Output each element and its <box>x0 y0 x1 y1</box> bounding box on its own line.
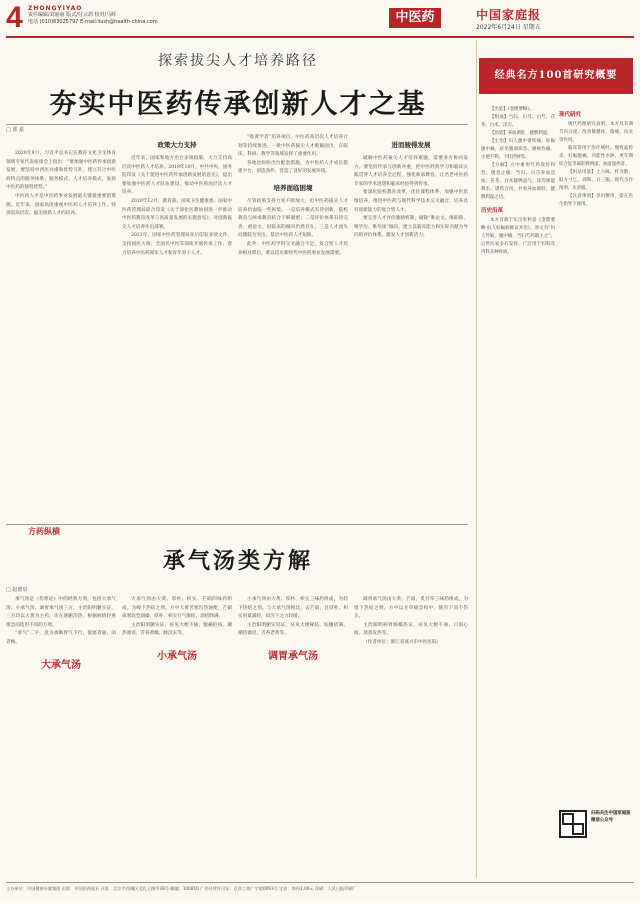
paragraph: 【主治】妇人腹中诸疾痛，妊娠腹中痛，症见腹部拘急、绵绵作痛、小便不利、下肢浮肿等。 <box>481 139 555 160</box>
footer-imprint: 主办单位：中国健康传媒集团 出版：中国医药报社 社址：北京市西城区北礼士路甲38号 邮编：100810 广告经营许可证：京西工商广字第0093号 定价：每份1.00元 印刷：人民日报印刷厂 <box>6 886 357 891</box>
paragraph: 【功效】养血调肝，健脾利湿。 <box>490 131 552 136</box>
article-column-2 <box>122 134 232 520</box>
article-headline: 夯实中医药传承创新人才之基 <box>49 89 427 120</box>
sidebar-column-1 <box>481 106 555 806</box>
recipe-heading: 调胃承气汤 <box>268 650 318 662</box>
paragraph: 【注意事项】孕妇慎用，需在医生指导下使用。 <box>559 194 633 207</box>
article-subtitle: 探索拔尖人才培养路径 <box>158 53 318 69</box>
paragraph: 尽管政策支持力度不断加大，但中医药拔尖人才培养仍面临一些困境。一是培养模式有待创新，院校教育与师承教育结合不够紧密；二是评价体系有待完善，重论文、轻临床的倾向仍然存在；三是人才流失问题较为突出，基层中医药人才短缺。 <box>238 198 348 239</box>
paragraph: 小承气汤由大黄、厚朴、枳实三味药组成，为轻下热结之剂。与大承气汤相比，去芒硝，且厚朴、枳实用量减轻，故泻下之力较缓。 <box>238 597 348 620</box>
recipe-heading: 小承气汤 <box>157 650 197 662</box>
paragraph: 各地也纷纷出台配套措施，为中医药人才成长搭建平台、创造条件，营造了良好的发展环境。 <box>238 160 348 175</box>
paragraph: 【出处】《金匮要略》。 <box>490 107 534 112</box>
section-subhead: 进而骏得发展 <box>391 141 431 149</box>
page-number: 4 <box>6 1 23 34</box>
paragraph: 临床常用于治疗痛经、慢性盆腔炎、妊娠腹痛、功能性水肿、更年期综合征等属肝脾两虚、血虚湿停者。 <box>559 146 633 167</box>
lower-byline: □ 赵德泉 <box>6 587 28 593</box>
contact-line: 电话 (010)83025797 E-mail:liush@health-china.com <box>28 19 158 25</box>
paragraph: 此外，中医药学科交叉融合不足，复合型人才培养相对滞后，难以适应新时代中医药事业发展需要。 <box>238 241 348 256</box>
lower-column-4 <box>354 596 468 876</box>
paragraph: “承气”二字，意为承顺胃气下行，使塞者通、闭者畅。 <box>6 631 116 645</box>
article-byline: □ 邱 嘉 <box>6 127 24 133</box>
section-subhead: 培养面临困境 <box>273 183 313 192</box>
sidebar-subhead: 现代研究 <box>559 112 582 118</box>
paragraph: 2020年9月，习近平总书记在教育文化卫生体育领域专家代表座谈会上指出：“要加强中医药传承创新发展，要坚持中西医并重和优势互补，建立符合中医药特点的服务体系、服务模式、人才培养模式，发挥中医药的独特优势。” <box>6 151 116 191</box>
column-tag: 方药纵横 <box>28 526 60 536</box>
paragraph: 大承气汤由大黄、厚朴、枳实、芒硝四味药组成，为峻下热结之剂。方中大黄苦寒泻热通便，芒硝咸寒软坚润燥，厚朴、枳实行气散结、消痞除满。 <box>122 597 232 620</box>
paragraph: 主治阳明病胃肠燥热证，症见大便不通、口渴心烦、蒸蒸发热等。 <box>354 622 468 637</box>
issue-date: 2022年6月24日 星期五 <box>476 24 541 31</box>
paragraph: 承气汤是《伤寒论》中的经典方剂，包括大承气汤、小承气汤、调胃承气汤三方，主治阳明腑实证。三方均以大黄为主药，功在通腑泻热，根据病情轻重缓急而选用不同的方剂。 <box>6 597 116 628</box>
paragraph: 主治阳明腑实轻证，症见大便秘结、脘腹痞满、潮热谵语、舌苔老黄等。 <box>238 622 348 637</box>
paragraph: 近年来，国家和地方出台多项政策，大力支持高层次中医药人才培养。2019年10月，中共中央、国务院印发《关于促进中医药传承创新发展的意见》，提出要加强中医药人才队伍建设，推动中医药高层次人才培养。 <box>122 156 232 196</box>
headline-divider <box>6 124 468 125</box>
paragraph: 【方解】方中重用芍药敛肝和营、缓急止痛；当归、川芎养血活血；茯苓、白术健脾益气；泽泻渗湿利水。诸药合用，共奏养血调肝、健脾利湿之功。 <box>481 163 555 200</box>
paragraph: 2021年，国家中医药管理局先后印发多项文件，支持国医大师、全国名中医等领衔开展传承工作，着力培养中医药领军人才和青年骨干人才。 <box>122 233 232 256</box>
paragraph: 本方首载于东汉张仲景《金匮要略·妇人妊娠病脉证并治》，原文为“妇人怀娠，腹中痛，当归芍药散主之”。后世医家多有发挥，广泛用于妇科及内科多种疾病。 <box>481 218 555 255</box>
author-note: （作者单位：浙江省嘉兴市中医医院） <box>363 639 442 645</box>
section-subhead: 政策大力支持 <box>157 141 197 149</box>
paragraph: 要完善人才评价激励机制，破除“唯论文、唯职称、唯学历、唯奖项”倾向，建立以临床能力和实际贡献为导向的评价体系，激发人才创新活力。 <box>354 216 468 239</box>
paragraph: 调胃承气汤由大黄、芒硝、炙甘草三味药组成，为缓下热结之剂。方中以甘草缓急和中，使泻下而不伤正。 <box>354 597 468 620</box>
article-column-3 <box>238 134 348 520</box>
paragraph: 要深化院校教育改革，优化课程体系，加强中医思维培养，推进中医药与现代科学技术交叉融合，培养具有创新能力的复合型人才。 <box>354 190 468 213</box>
lower-column-1 <box>6 596 116 876</box>
masthead-divider <box>6 36 634 38</box>
masthead <box>0 0 640 40</box>
paragraph: 现代药理研究表明，本方具有调节内分泌、改善微循环、镇痛、抗炎等作用。 <box>559 122 633 143</box>
sidebar-subhead: 历史沿革 <box>481 208 504 214</box>
paragraph: 【组成】当归、川芎、白芍、茯苓、白术、泽泻。 <box>481 115 555 128</box>
lower-column-3 <box>238 596 348 876</box>
qr-caption: 扫码关注中国家庭报微信公众号 <box>591 811 631 823</box>
paper-name: 中国家庭报 <box>476 8 542 22</box>
sidebar-banner: 经典名方100首研究概要 <box>479 58 633 94</box>
section-pinyin: ZHONGYIYAO <box>28 5 83 12</box>
paragraph: 2020年12月，教育部、国家卫生健康委、国家中医药管理局联合印发《关于深化医教协同进一步推动中医药教育改革与高质量发展的实施意见》，对创新拔尖人才培养作出部署。 <box>122 198 232 230</box>
editor-line: 责任编辑/刘丽丽 版式/付云鸽 校对/马晖 <box>28 12 117 18</box>
article-column-1 <box>6 150 116 520</box>
paragraph: 【用法用量】上六味，杵为散，取方寸匕，酒和，日三服。现代多作汤剂，水煎服。 <box>559 170 633 191</box>
paragraph: 中医药人才是中医药事业发展最关键最重要的资源。近年来，国家高度重视中医药人才培养工作，特别是高层次、拔尖创新人才的培养。 <box>6 193 116 217</box>
footer-divider <box>6 882 634 883</box>
lower-article-title: 承气汤类方解 <box>162 548 313 574</box>
lower-section-banner <box>6 524 468 537</box>
paragraph: 破解中医药拔尖人才培养难题，需要多方协同发力。要坚持传承与创新并重，把中医经典学习和临床实践贯穿人才培养全过程，强化师承教育，让名老中医药专家的学术思想和临床经验得到传承。 <box>354 156 468 187</box>
article-column-4 <box>354 134 468 520</box>
masthead-info <box>28 5 158 26</box>
paragraph: “岐黄学者”培养项目、中医药高层次人才培养计划等持续推进，一批中医药拔尖人才脱颖而出，在临床、科研、教学等领域发挥了重要作用。 <box>238 135 348 158</box>
sidebar <box>476 40 634 878</box>
paragraph: 主治阳明腑实证，症见大便不通、腹痛拒按、潮热谵语、舌苔黄燥、脉沉实等。 <box>122 622 232 637</box>
sidebar-column-2 <box>559 106 633 806</box>
section-tag: 中医药 <box>389 8 441 28</box>
qr-code-icon[interactable] <box>559 810 587 838</box>
lower-column-2 <box>122 596 232 876</box>
recipe-heading: 大承气汤 <box>41 659 81 671</box>
